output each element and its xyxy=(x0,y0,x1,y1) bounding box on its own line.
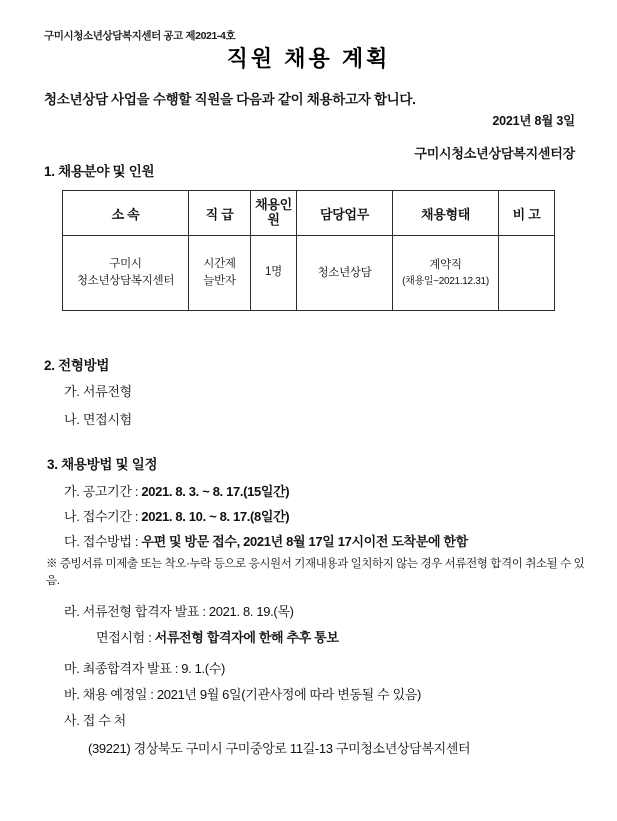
section3-item-interview xyxy=(96,627,339,646)
intro-paragraph: 청소년상담 사업을 수행할 직원을 다음과 같이 채용하고자 합니다. xyxy=(44,92,416,107)
section3-item-d-value: 2021. 8. 19.(목) xyxy=(208,604,294,619)
cell-grade xyxy=(189,236,251,311)
cell-duty: 청소년상담 xyxy=(297,236,393,311)
section3-item-f xyxy=(64,684,421,703)
section2-item-b: 나. 면접시험 xyxy=(64,412,132,427)
section3-item-e xyxy=(64,658,225,677)
section2-heading: 2. 전형방법 xyxy=(44,358,110,373)
table-row xyxy=(63,236,555,311)
section3-item-b-value: 2021. 8. 10. ~ 8. 17.(8일간) xyxy=(141,509,290,524)
cell-affiliation xyxy=(63,236,189,311)
cell-count: 1명 xyxy=(251,236,297,311)
section3-item-b-label: 나. 접수기간 : xyxy=(64,509,142,524)
page-title: 직원 채용 계획 xyxy=(226,46,391,71)
table-header-type: 채용형태 xyxy=(393,191,499,236)
cell-remarks xyxy=(499,236,555,311)
table-header-count xyxy=(251,191,297,236)
cell-affiliation-line1: 구미시 xyxy=(109,258,142,271)
section3-item-g xyxy=(64,710,126,729)
section3-item-d-label: 라. 서류전형 합격자 발표 : xyxy=(64,604,209,619)
section3-item-a-value: 2021. 8. 3. ~ 8. 17.(15일간) xyxy=(141,484,290,499)
section3-item-interview-value: 서류전형 합격자에 한해 추후 통보 xyxy=(154,630,339,645)
section3-item-f-label: 바. 채용 예정일 : xyxy=(64,687,157,702)
cell-grade-line1: 시간제 xyxy=(203,258,236,271)
document-header-notice: 구미시청소년상담복지센터 공고 제2021-4호 xyxy=(44,30,236,42)
table-header-duty: 담당업무 xyxy=(297,191,393,236)
section3-item-f-value: 2021년 9월 6일(기관사정에 따라 변동될 수 있음) xyxy=(156,687,421,702)
table-header-grade: 직 급 xyxy=(189,191,251,236)
issuing-organization: 구미시청소년상담복지센터장 xyxy=(414,146,575,161)
section3-note: ※ 증빙서류 미제출 또는 착오·누락 등으로 응시원서 기재내용과 일치하지 않는 경우 서류전형 합격이 취소될 수 있음. xyxy=(46,558,585,587)
section3-item-c-value: 우편 및 방문 접수, 2021년 8월 17일 17시이전 도착분에 한함 xyxy=(141,534,468,549)
section3-item-a-label: 가. 공고기간 : xyxy=(64,484,142,499)
table-header-affiliation: 소 속 xyxy=(63,191,189,236)
recruitment-table xyxy=(62,190,555,311)
section1-heading: 1. 채용분야 및 인원 xyxy=(44,164,155,179)
cell-type xyxy=(393,236,499,311)
cell-type-line1: 계약직 xyxy=(429,259,462,272)
section3-item-g-label: 사. 접 수 처 xyxy=(64,713,126,728)
table-header-remarks: 비 고 xyxy=(499,191,555,236)
cell-grade-line2: 늘반자 xyxy=(203,275,236,287)
cell-affiliation-line2: 청소년상담복지센터 xyxy=(76,275,175,287)
table-header-row xyxy=(63,191,555,236)
section3-item-e-label: 마. 최종합격자 발표 : xyxy=(64,661,182,676)
section2-item-a: 가. 서류전형 xyxy=(64,384,132,399)
section3-item-c xyxy=(64,531,468,550)
section3-item-interview-label: 면접시험 : xyxy=(96,630,155,645)
section3-item-e-value: 9. 1.(수) xyxy=(181,661,225,676)
section3-address: (39221) 경상북도 구미시 구미중앙로 11길-13 구미청소년상담복지센터 xyxy=(88,741,471,756)
section3-item-d xyxy=(64,601,294,620)
cell-type-line2: (채용일~2021.12.31) xyxy=(402,275,489,287)
table-header-count-label: 채용인원 xyxy=(255,197,292,227)
section3-heading: 3. 채용방법 및 일정 xyxy=(47,457,158,472)
section3-item-c-label: 다. 접수방법 : xyxy=(64,534,142,549)
document-date: 2021년 8월 3일 xyxy=(492,114,575,128)
section3-item-b xyxy=(64,506,289,525)
section3-item-a xyxy=(64,481,289,500)
